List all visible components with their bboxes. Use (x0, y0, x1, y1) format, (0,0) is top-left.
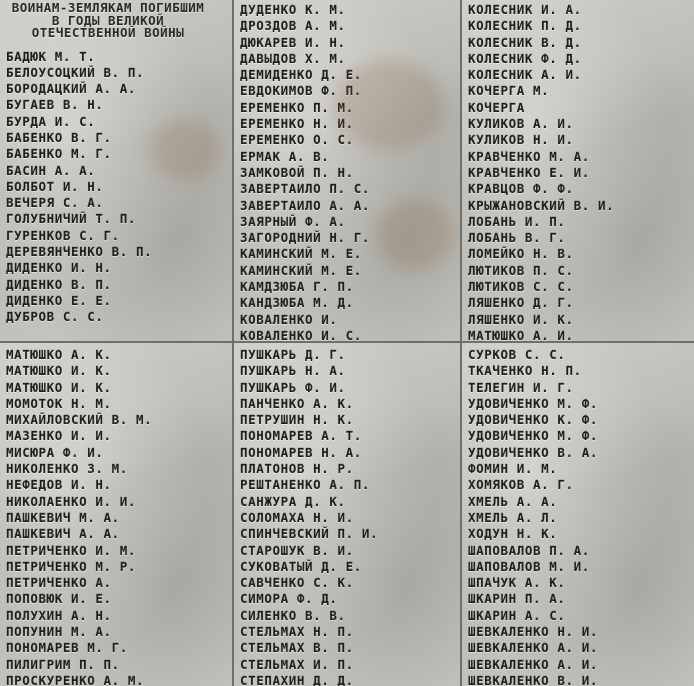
engraved-name: ЛОБАНЬ И. П. (468, 213, 566, 229)
engraved-name: ЛОБАНЬ В. Г. (468, 230, 566, 246)
engraved-name: КРАВЦОВ Ф. Ф. (468, 181, 574, 197)
engraved-name: КАМИНСКИЙ М. Е. (240, 262, 362, 278)
memorial-header: ВОИНАМ-ЗЕМЛЯКАМ ПОГИБШИМ В ГОДЫ ВЕЛИКОЙ ОТЕЧЕСТВЕННОЙ ВОЙНЫ (11, 0, 205, 40)
engraved-name: ЛЮТИКОВ С. С. (468, 279, 574, 295)
engraved-name: УДОВИЧЕНКО В. А. (468, 444, 599, 460)
engraved-name: БАБЕНКО М. Г. (6, 146, 112, 162)
engraved-name: ПЕТРИЧЕНКО М. Р. (6, 558, 137, 574)
plaque-panel-4 (0, 343, 234, 686)
engraved-name: МИХАЙЛОВСКИЙ В. М. (6, 412, 153, 428)
engraved-name: СИМОРА Ф. Д. (240, 591, 338, 607)
engraved-name: КОЧЕРГА М. (468, 83, 550, 99)
engraved-name: ПОНОМАРЕВ Н. А. (240, 444, 362, 460)
engraved-name: УДОВИЧЕНКО М. Ф. (468, 428, 599, 444)
engraved-name: ГОЛУБНИЧИЙ Т. П. (6, 211, 137, 227)
name-list (234, 0, 460, 343)
engraved-name: КОЛЕСНИК В. Д. (468, 34, 582, 50)
engraved-name: КОВАЛЕНКО И. (240, 311, 338, 327)
engraved-name: ШАПОВАЛОВ П. А. (468, 542, 590, 558)
engraved-name: ЕРЕМЕНКО П. М. (240, 99, 354, 115)
engraved-name: ЕРМАК А. В. (240, 148, 330, 164)
engraved-name: ШАПОВАЛОВ М. И. (468, 558, 590, 574)
engraved-name: КОЛЕСНИК Ф. Д. (468, 50, 582, 66)
engraved-name: ПОПОВЮК И. Е. (6, 591, 112, 607)
engraved-name: СУРКОВ С. С. (468, 347, 566, 362)
engraved-name: ПОНОМАРЕВ А. Т. (240, 428, 362, 444)
engraved-name: ФОМИН И. М. (468, 461, 558, 477)
engraved-name: ХМЕЛЬ А. А. (468, 493, 558, 509)
engraved-name: БУРДА И. С. (6, 113, 96, 129)
engraved-name: ХОДУН Н. К. (468, 526, 558, 542)
engraved-name: ШЕВКАЛЕНКО А. И. (468, 656, 599, 672)
plaque-panel-1 (0, 0, 234, 343)
engraved-name: КРАВЧЕНКО Е. И. (468, 164, 590, 180)
engraved-name: КУЛИКОВ А. И. (468, 116, 574, 132)
engraved-name: ДЮКАРЕВ И. Н. (240, 34, 346, 50)
engraved-name: ГУРЕНКОВ С. Г. (6, 227, 120, 243)
engraved-name: БАДЮК М. Т. (6, 48, 96, 64)
engraved-name: СТЕЛЬМАХ Н. П. (240, 624, 354, 640)
engraved-name: СИЛЕНКО В. В. (240, 607, 346, 623)
name-list (0, 48, 232, 326)
engraved-name: СТЕЛЬМАХ В. П. (240, 640, 354, 656)
engraved-name: МАТЮШКО И. К. (6, 379, 112, 395)
engraved-name: СУКОВАТЫЙ Д. Е. (240, 558, 362, 574)
name-list (462, 343, 694, 686)
engraved-name: МАТЮШКО А. К. (6, 347, 112, 362)
engraved-name: КОЛЕСНИК И. А. (468, 2, 582, 17)
engraved-name: ПОЛУХИН А. Н. (6, 607, 112, 623)
engraved-name: ПАШКЕВИЧ А. А. (6, 526, 120, 542)
engraved-name: МАТЮШКО А. И. (468, 327, 574, 343)
engraved-name: КУЛИКОВ Н. И. (468, 132, 574, 148)
engraved-name: ЕВДОКИМОВ Ф. П. (240, 83, 362, 99)
engraved-name: СТАРОШУК В. И. (240, 542, 354, 558)
engraved-name: ПЕТРУШИН Н. К. (240, 412, 354, 428)
engraved-name: НИКОЛАЕНКО И. И. (6, 493, 137, 509)
plaque-panel-5 (234, 343, 462, 686)
engraved-name: ВЕЧЕРЯ С. А. (6, 195, 104, 211)
engraved-name: СТЕЛЬМАХ И. П. (240, 656, 354, 672)
engraved-name: КАМИНСКИЙ М. Е. (240, 246, 362, 262)
engraved-name: ПОПУНИН М. А. (6, 624, 112, 640)
engraved-name: ЗАЯРНЫЙ Ф. А. (240, 213, 346, 229)
engraved-name: БОЛБОТ И. Н. (6, 178, 104, 194)
engraved-name: ШЕВКАЛЕНКО А. И. (468, 640, 599, 656)
engraved-name: ЕРЕМЕНКО Н. И. (240, 116, 354, 132)
engraved-name: ЗАМКОВОЙ П. Н. (240, 164, 354, 180)
engraved-name: КОЛЕСНИК А. И. (468, 67, 582, 83)
plaque-panel-2 (234, 0, 462, 343)
engraved-name: МОМОТОК Н. М. (6, 395, 112, 411)
engraved-name: УДОВИЧЕНКО М. Ф. (468, 395, 599, 411)
engraved-name: ПЕТРИЧЕНКО А. (6, 575, 112, 591)
engraved-name: ПУШКАРЬ Ф. И. (240, 379, 346, 395)
engraved-name: ПЛАТОНОВ Н. Р. (240, 461, 354, 477)
engraved-name: БАБЕНКО В. Г. (6, 129, 112, 145)
name-list (462, 0, 694, 343)
engraved-name: ЛОМЕЙКО Н. В. (468, 246, 574, 262)
engraved-name: НЕФЕДОВ И. Н. (6, 477, 112, 493)
engraved-name: РЕШТАНЕНКО А. П. (240, 477, 371, 493)
engraved-name: ДЕМИДЕНКО Д. Е. (240, 67, 362, 83)
engraved-name: ЛЯШЕНКО Д. Г. (468, 295, 574, 311)
engraved-name: ЗАВЕРТАИЛО П. С. (240, 181, 371, 197)
engraved-name: ДЕРЕВЯНЧЕНКО В. П. (6, 244, 153, 260)
engraved-name: КРАВЧЕНКО М. А. (468, 148, 590, 164)
engraved-name: ЗАГОРОДНИЙ Н. Г. (240, 230, 371, 246)
engraved-name: ШЕВКАЛЕНКО В. И. (468, 672, 599, 686)
engraved-name: ЗАВЕРТАИЛО А. А. (240, 197, 371, 213)
engraved-name: ДУДЕНКО К. М. (240, 2, 346, 17)
engraved-name: ШКАРИН П. А. (468, 591, 566, 607)
engraved-name: ШКАРИН А. С. (468, 607, 566, 623)
engraved-name: ПЕТРИЧЕНКО И. М. (6, 542, 137, 558)
engraved-name: КРЫЖАНОВСКИЙ В. И. (468, 197, 615, 213)
engraved-name: ДАВЫДОВ Х. М. (240, 50, 346, 66)
engraved-name: ЛЮТИКОВ П. С. (468, 262, 574, 278)
engraved-name: ПРОСКУРЕНКО А. М. (6, 672, 145, 686)
engraved-name: ЛЯШЕНКО И. К. (468, 311, 574, 327)
engraved-name: ПАНЧЕНКО А. К. (240, 395, 354, 411)
engraved-name: ДИДЕНКО В. П. (6, 276, 112, 292)
engraved-name: НИКОЛЕНКО З. М. (6, 461, 128, 477)
engraved-name: ШЕВКАЛЕНКО Н. И. (468, 624, 599, 640)
engraved-name: ХМЕЛЬ А. Л. (468, 509, 558, 525)
engraved-name: МАТЮШКО И. К. (6, 363, 112, 379)
engraved-name: БЕЛОУСОЦКИЙ В. П. (6, 64, 145, 80)
engraved-name: КОЛЕСНИК П. Д. (468, 18, 582, 34)
engraved-name: ПУШКАРЬ Н. А. (240, 363, 346, 379)
engraved-name: СТЕПАХИН Д. Д. (240, 672, 354, 686)
engraved-name: КОЧЕРГА (468, 99, 525, 115)
engraved-name: ПАШКЕВИЧ М. А. (6, 509, 120, 525)
name-list (0, 343, 232, 686)
engraved-name: КАНДЗЮБА М. Д. (240, 295, 354, 311)
engraved-name: ШПАЧУК А. К. (468, 575, 566, 591)
engraved-name: ДИДЕНКО И. Н. (6, 260, 112, 276)
engraved-name: БУГАЕВ В. Н. (6, 97, 104, 113)
engraved-name: ТЕЛЕГИН И. Г. (468, 379, 574, 395)
engraved-name: СПИНЧЕВСКИЙ П. И. (240, 526, 379, 542)
engraved-name: ЕРЕМЕНКО О. С. (240, 132, 354, 148)
engraved-name: МАЗЕНКО И. И. (6, 428, 112, 444)
engraved-name: БАСИН А. А. (6, 162, 96, 178)
engraved-name: МИСЮРА Ф. И. (6, 444, 104, 460)
engraved-name: ПОНОМАРЕВ М. Г. (6, 640, 128, 656)
engraved-name: ДРОЗДОВ А. М. (240, 18, 346, 34)
engraved-name: ДУБРОВ С. С. (6, 309, 104, 325)
engraved-name: ПИЛИГРИМ П. П. (6, 656, 120, 672)
name-list (234, 343, 460, 686)
engraved-name: ТКАЧЕНКО Н. П. (468, 363, 582, 379)
engraved-name: СОЛОМАХА Н. И. (240, 509, 354, 525)
engraved-name: ХОМЯКОВ А. Г. (468, 477, 574, 493)
engraved-name: УДОВИЧЕНКО К. Ф. (468, 412, 599, 428)
engraved-name: САВЧЕНКО С. К. (240, 575, 354, 591)
engraved-name: ПУШКАРЬ Д. Г. (240, 347, 346, 362)
engraved-name: КАМДЗЮБА Г. П. (240, 279, 354, 295)
engraved-name: БОРОДАЦКИЙ А. А. (6, 81, 137, 97)
engraved-name: ДИДЕНКО Е. Е. (6, 292, 112, 308)
engraved-name: КОВАЛЕНКО И. С. (240, 327, 362, 343)
plaque-panel-6 (462, 343, 694, 686)
plaque-panel-3 (462, 0, 694, 343)
engraved-name: САНЖУРА Д. К. (240, 493, 346, 509)
